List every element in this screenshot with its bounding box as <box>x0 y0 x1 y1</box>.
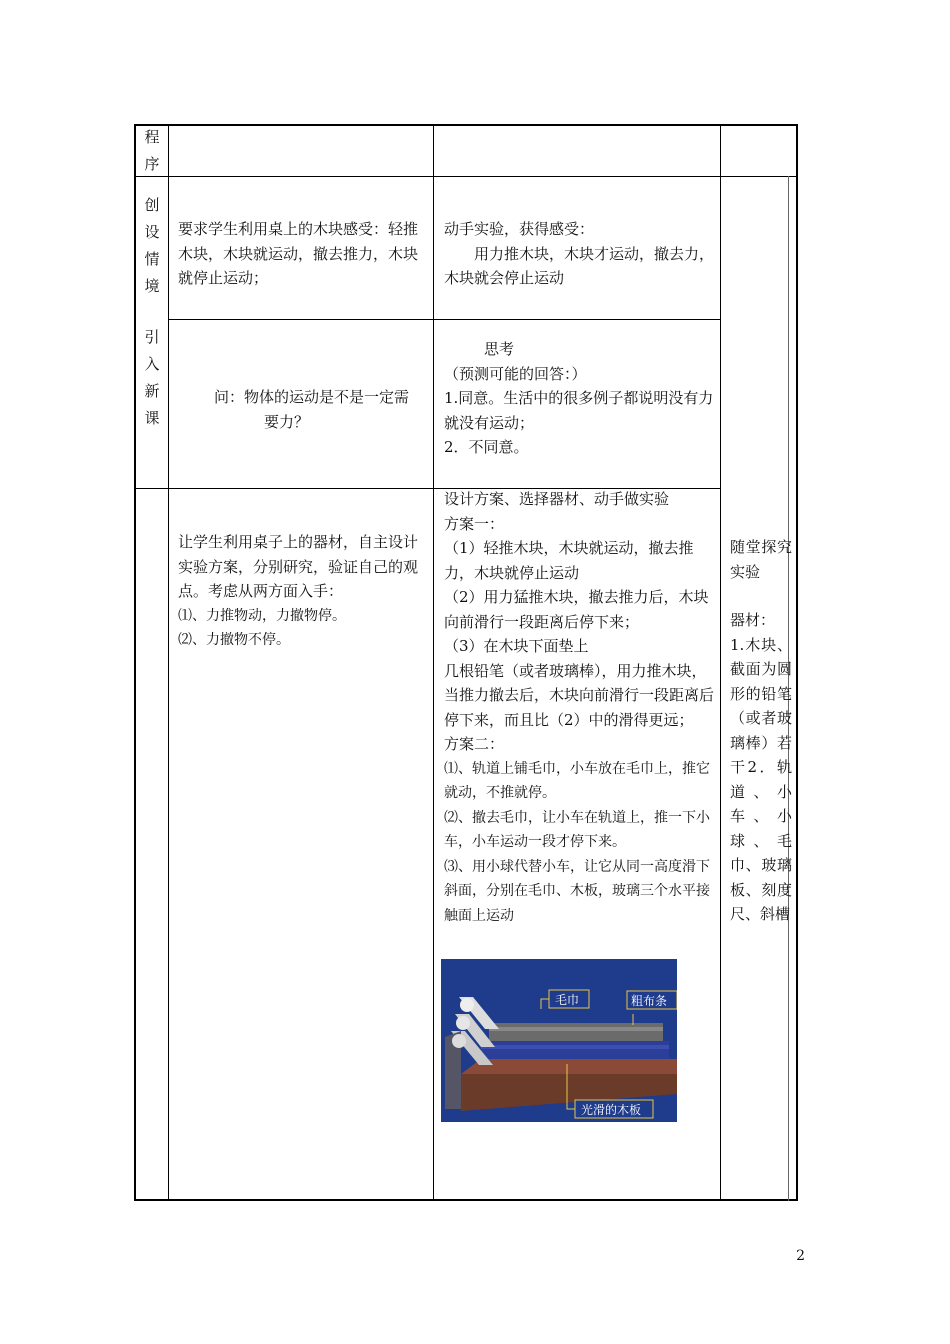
ramp-illustration <box>441 959 677 1122</box>
student-activity-2: 设计方案、选择器材、动手做实验 方案一： （1）轻推木块，木块就运动，撤去推力，木块就停止运动 （2）用力猛推木块，撤去推力后，木块向前滑行一段距离后停下来； （3）在木块下面垫上 几根铅笔（或者玻璃棒），用力推木块，当推力撤去后，木块向前滑行一段距离后停下来，而且比（2）中的滑得更远； 方案二： ⑴、轨道上铺毛巾，小车放在毛巾上，推它就动，不推就停。 ⑵、撤去毛巾，让小车在轨道上，推一下小车，小车运动一段才停下来。 ⑶、用小球代替小车，让它从同一高度滑下斜面，分别在毛巾、木板，玻璃三个水平接触面上运动 <box>444 490 715 924</box>
row-divider <box>136 176 796 177</box>
student-activity-1: 动手实验，获得感受： 用力推木块，木块才运动，撤去力，木块就会停止运动 <box>444 220 715 287</box>
label-board: 光滑的木板 <box>581 1103 642 1117</box>
teacher-activity-2: 让学生利用桌子上的器材，自主设计实验方案，分别研究，验证自己的观点。考虑从两方面入手： ⑴、力推物动，力撤物停。 ⑵、力撤物不停。 <box>178 533 419 648</box>
column-divider <box>433 126 434 1201</box>
materials-notes: 随堂探究实验 器材： 1.木块、截面为圆形的铅笔（或者玻璃棒）若干2．轨道、小车、小球、毛巾、玻璃板、刻度尺、斜槽 <box>730 538 792 923</box>
section1-label: 创 设 情 境 引 入 新 课 <box>144 196 160 427</box>
label-towel: 毛巾 <box>555 993 580 1007</box>
experiment-figure <box>441 959 677 1122</box>
cloth-strip <box>481 1041 669 1059</box>
column-divider <box>720 126 721 1201</box>
column-divider <box>168 126 169 1201</box>
teacher-activity-1: 要求学生利用桌上的木块感受：轻推木块，木块就运动，撤去推力，木块就停止运动； <box>178 220 419 287</box>
header-program-label: 程 序 <box>144 128 160 173</box>
ball <box>452 1034 466 1048</box>
row-divider <box>169 319 721 320</box>
ball <box>460 998 474 1012</box>
page-number: 2 <box>796 1248 805 1264</box>
student-thinking: 思考 （预测可能的回答：） 1.同意。生活中的很多例子都说明没有力就没有运动； 2．不同意。 <box>444 340 714 456</box>
ball <box>456 1016 470 1030</box>
towel-strip <box>489 1023 663 1041</box>
label-cloth: 粗布条 <box>631 994 668 1008</box>
teacher-question: 问：物体的运动是不是一定需 要力？ <box>214 388 410 431</box>
wood-board-top <box>461 1059 677 1074</box>
